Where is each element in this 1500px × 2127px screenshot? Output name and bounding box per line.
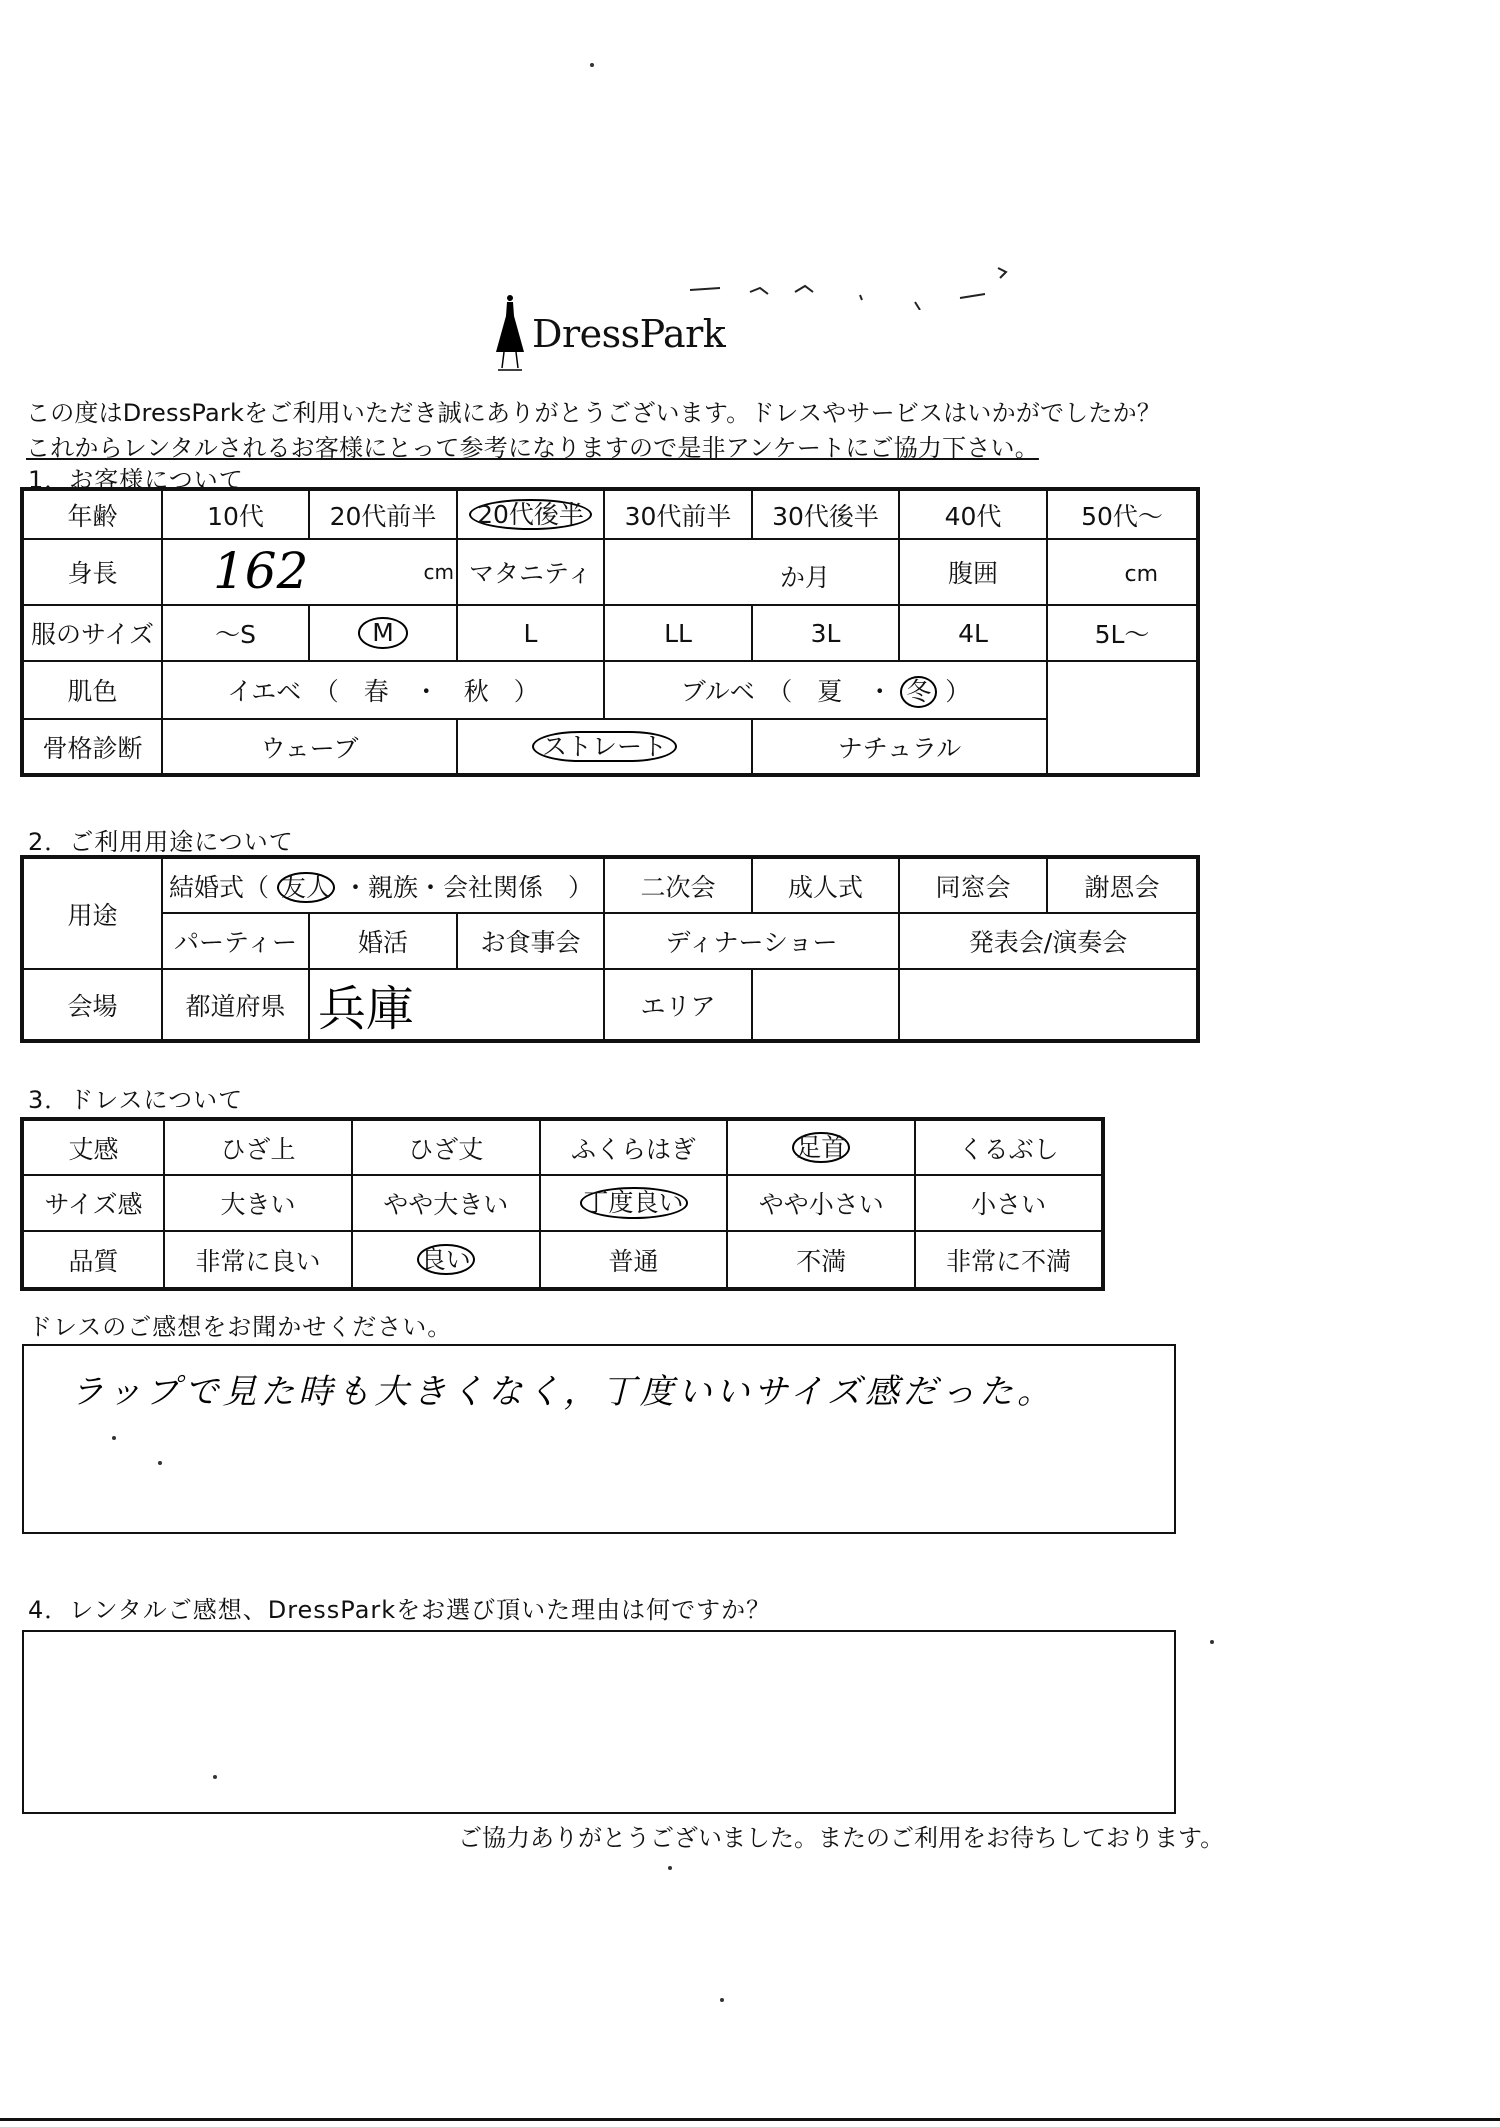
- quality-unsatisfied[interactable]: 不満: [727, 1231, 915, 1289]
- length-above-knee[interactable]: ひざ上: [164, 1119, 352, 1175]
- skin-label: 肌色: [22, 661, 162, 719]
- length-calf[interactable]: ふくらはぎ: [540, 1119, 728, 1175]
- size-ll[interactable]: LL: [604, 605, 752, 661]
- age-50s[interactable]: 50代～: [1047, 489, 1198, 539]
- skin-blue-prefix: ブルベ （ 夏 ・: [680, 677, 893, 706]
- age-30s-late[interactable]: 30代後半: [752, 489, 899, 539]
- comment-text: ラップで見た時も大きくなく，丁度いいサイズ感だった。: [70, 1372, 1055, 1412]
- skin-blue-winter-selected: 冬: [900, 676, 937, 708]
- fit-just-right-selected: 丁度良い: [580, 1187, 688, 1219]
- purpose-reunion[interactable]: 同窓会: [899, 857, 1047, 913]
- skeleton-label: 骨格診断: [22, 719, 162, 775]
- purpose-dinner[interactable]: お食事会: [457, 913, 604, 969]
- bottom-rule: [0, 2118, 1500, 2121]
- quality-good-selected: 良い: [417, 1244, 475, 1276]
- maternity-field[interactable]: [604, 539, 899, 605]
- size-l[interactable]: L: [457, 605, 604, 661]
- length-knee[interactable]: ひざ丈: [352, 1119, 540, 1175]
- age-30s-early[interactable]: 30代前半: [604, 489, 752, 539]
- dress-table: [20, 1117, 1105, 1291]
- skeleton-wave[interactable]: ウェーブ: [162, 719, 457, 775]
- fit-just-right[interactable]: [540, 1175, 728, 1231]
- purpose-afterparty[interactable]: 二次会: [604, 857, 752, 913]
- prefecture-value: 兵庫: [318, 981, 415, 1037]
- section-2-title: 2．ご利用用途について: [28, 828, 294, 856]
- age-20s-late-selected: 20代後半: [469, 499, 592, 531]
- prefecture-label: 都道府県: [162, 969, 309, 1041]
- usage-table: [20, 855, 1200, 1043]
- age-40s[interactable]: 40代: [899, 489, 1047, 539]
- skin-yellow[interactable]: イエベ （ 春 ・ 秋 ）: [162, 661, 604, 719]
- wedding-friend-selected: 友人: [277, 872, 335, 904]
- size-m-selected: M: [358, 617, 408, 649]
- waist-unit: cm: [1124, 561, 1158, 587]
- fit-label: サイズ感: [22, 1175, 164, 1231]
- purpose-label: 用途: [22, 857, 162, 969]
- section-1-title: 1．お客様について: [28, 466, 244, 494]
- height-field[interactable]: [162, 539, 457, 605]
- waist-field[interactable]: [1047, 539, 1198, 605]
- wedding-suffix: ・親族・会社関係 ）: [342, 872, 593, 902]
- comment-box[interactable]: [22, 1344, 1176, 1534]
- size-label: 服のサイズ: [22, 605, 162, 661]
- size-4l[interactable]: 4L: [899, 605, 1047, 661]
- quality-normal[interactable]: 普通: [540, 1231, 728, 1289]
- skeleton-natural[interactable]: ナチュラル: [752, 719, 1047, 775]
- intro-line-2: これからレンタルされるお客様にとって参考になりますので是非アンケートにご協力下さい。: [26, 434, 1039, 462]
- maternity-label: マタニティ: [457, 539, 604, 605]
- size-m[interactable]: [309, 605, 457, 661]
- purpose-recital[interactable]: 発表会/演奏会: [899, 913, 1198, 969]
- area-field[interactable]: [752, 969, 899, 1041]
- fit-large[interactable]: 大きい: [164, 1175, 352, 1231]
- quality-very-good[interactable]: 非常に良い: [164, 1231, 352, 1289]
- length-label: 丈感: [22, 1119, 164, 1175]
- age-label: 年齢: [22, 489, 162, 539]
- purpose-konkatsu[interactable]: 婚活: [309, 913, 457, 969]
- purpose-dinner-show[interactable]: ディナーショー: [604, 913, 899, 969]
- purpose-thanks-party[interactable]: 謝恩会: [1047, 857, 1198, 913]
- customer-table: [20, 487, 1200, 777]
- purpose-wedding[interactable]: [162, 857, 604, 913]
- comment-prompt: ドレスのご感想をお聞かせください。: [28, 1313, 453, 1341]
- stray-marks: [680, 250, 1020, 310]
- length-ankle-selected: 足首: [792, 1132, 850, 1164]
- skin-blue-suffix: ）: [945, 677, 971, 706]
- prefecture-field[interactable]: [309, 969, 604, 1041]
- length-ankle[interactable]: [727, 1119, 915, 1175]
- quality-label: 品質: [22, 1231, 164, 1289]
- waist-label: 腹囲: [899, 539, 1047, 605]
- age-10s[interactable]: 10代: [162, 489, 309, 539]
- dress-logo-icon: [492, 290, 528, 374]
- intro-line-1: この度はDressParkをご利用いただき誠にありがとうございます。ドレスやサービスはいかがでしたか？: [26, 399, 1162, 427]
- height-unit: cm: [423, 560, 454, 584]
- purpose-coming-of-age[interactable]: 成人式: [752, 857, 899, 913]
- fit-slightly-large[interactable]: やや大きい: [352, 1175, 540, 1231]
- size-s[interactable]: ～S: [162, 605, 309, 661]
- length-malleolus[interactable]: くるぶし: [915, 1119, 1103, 1175]
- age-20s-early[interactable]: 20代前半: [309, 489, 457, 539]
- logo-text: DressPark: [532, 312, 726, 356]
- section-4-title: 4．レンタルご感想、DressParkをお選び頂いた理由は何ですか？: [28, 1596, 772, 1624]
- section-3-title: 3．ドレスについて: [28, 1086, 244, 1114]
- area-label: エリア: [604, 969, 752, 1041]
- wedding-prefix: 結婚式（: [169, 872, 270, 902]
- height-value: 162: [213, 542, 309, 600]
- reason-box[interactable]: [22, 1630, 1176, 1814]
- quality-very-unsatisfied[interactable]: 非常に不満: [915, 1231, 1103, 1289]
- age-20s-late[interactable]: [457, 489, 604, 539]
- skeleton-straight-selected: ストレート: [532, 731, 677, 763]
- purpose-party[interactable]: パーティー: [162, 913, 309, 969]
- skeleton-straight[interactable]: [457, 719, 752, 775]
- height-label: 身長: [22, 539, 162, 605]
- skin-blue[interactable]: [604, 661, 1047, 719]
- venue-label: 会場: [22, 969, 162, 1041]
- quality-good[interactable]: [352, 1231, 540, 1289]
- size-3l[interactable]: 3L: [752, 605, 899, 661]
- size-5l[interactable]: 5L～: [1047, 605, 1198, 661]
- maternity-unit: か月: [780, 563, 831, 592]
- fit-small[interactable]: 小さい: [915, 1175, 1103, 1231]
- footer-thanks: ご協力ありがとうございました。またのご利用をお待ちしております。: [458, 1824, 1225, 1852]
- fit-slightly-small[interactable]: やや小さい: [727, 1175, 915, 1231]
